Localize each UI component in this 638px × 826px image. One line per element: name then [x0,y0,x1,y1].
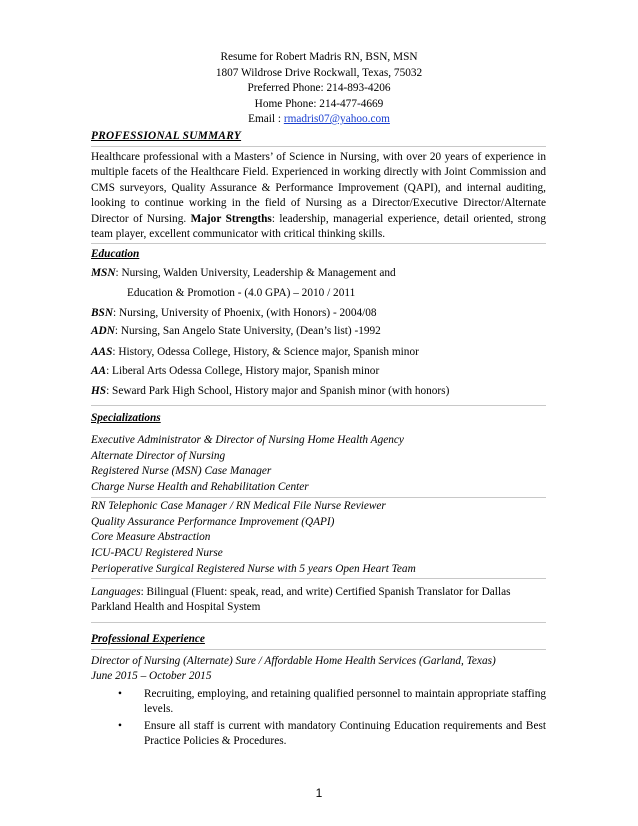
languages-paragraph [91,585,546,616]
languages-text: : Bilingual (Fluent: speak, read, and write) Certified Spanish Translator for Dallas Parkland Health and Hospital System [91,586,511,614]
job-bullets [118,687,546,750]
specialization-item: Alternate Director of Nursing [91,449,226,462]
section-divider [91,649,546,650]
experience-heading: Professional Experience [91,633,205,645]
bullet-icon: • [118,688,122,700]
degree-label: HS [91,385,107,397]
job-title: Director of Nursing (Alternate) Sure / Affordable Home Health Services (Garland, Texas) [91,655,496,667]
section-divider [91,146,546,147]
summary-heading: PROFESSIONAL SUMMARY [91,130,242,142]
degree-label: AAS [91,346,113,358]
specializations-list [91,433,546,496]
specialization-item: Registered Nurse (MSN) Case Manager [91,465,272,478]
specialization-item: Core Measure Abstraction [91,531,211,544]
specialization-item: RN Telephonic Case Manager / RN Medical File Nurse Reviewer [91,500,386,512]
education-item [91,266,546,281]
email-label: Email : [248,113,284,125]
specialization-item: Charge Nurse Health and Rehabilitation Center [91,481,309,494]
education-text: Education & Promotion - (4.0 GPA) – 2010 / 2011 [127,287,356,299]
resume-name-line: Resume for Robert Madris RN, BSN, MSN [220,51,418,63]
education-item [91,345,546,360]
specialization-item: ICU-PACU Registered Nurse [91,547,223,560]
section-divider [91,497,546,498]
section-divider [91,622,546,623]
education-item [91,384,546,399]
preferred-phone: Preferred Phone: 214-893-4206 [247,82,391,94]
education-heading: Education [91,248,140,260]
summary-text-after: : leadership, managerial experience, detail oriented, strong team player, excellent communicator with critical thinking skills. [91,212,546,241]
bullet-text: Ensure all staff is current with mandatory Continuing Education requirements and Best Practice Policies & Procedures. [144,719,546,748]
email-line [0,112,638,128]
page-number: 1 [315,786,323,800]
degree-label: AA [91,365,107,377]
languages-label: Languages [91,586,141,598]
specialization-item: Perioperative Surgical Registered Nurse with 5 years Open Heart Team [91,562,416,575]
education-text: : Nursing, Walden University, Leadership & Management and [115,267,396,279]
job-entry [91,654,546,684]
home-phone: Home Phone: 214-477-4669 [254,97,384,110]
specialization-item: Quality Assurance Performance Improvement (QAPI) [91,515,335,528]
bullet-icon: • [118,719,122,732]
email-link[interactable]: rmadris07@yahoo.com [283,113,390,125]
strengths-label: Major Strengths [190,212,272,225]
education-text: : Seward Park High School, History major and Spanish minor (with honors) [106,385,450,397]
bullet-item [118,687,546,718]
education-text: : Liberal Arts Odessa College, History major, Spanish minor [106,365,380,377]
address-line: 1807 Wildrose Drive Rockwall, Texas, 75032 [215,66,423,79]
job-dates: June 2015 – October 2015 [91,670,212,682]
specializations-heading: Specializations [91,412,161,424]
degree-label: ADN [91,325,115,337]
education-item [91,324,546,339]
summary-text [91,150,546,242]
education-section [91,248,546,260]
specializations-list-continued [91,499,546,578]
education-text: : Nursing, San Angelo State University, (Dean’s list) -1992 [114,325,381,337]
education-text: : Nursing, University of Phoenix, (with Honors) - 2004/08 [112,307,377,319]
degree-label: MSN [91,267,116,279]
specializations-section [91,412,546,424]
section-divider [91,405,546,406]
education-item [91,306,546,321]
summary-text-before: Healthcare professional with a Masters’ of Science in Nursing, with over 20 years of experience in multiple facets of the Healthcare Field. Experienced in working directly with Joint Commission and CMS surveyors, Quality Assurance & Performance Improvement (QAPI), and internal auditing, looking to continue working in the field of Nursing as a Director/Executive Director/Alternate Director of Nursing. [91,151,546,225]
experience-section [91,633,546,645]
specialization-item: Executive Administrator & Director of Nursing Home Health Agency [91,434,404,446]
section-divider [91,243,546,244]
education-item-continued [127,286,582,301]
education-text: : History, Odessa College, History, & Science major, Spanish minor [112,346,419,358]
section-divider [91,578,546,579]
summary-section [91,130,546,142]
education-item [91,364,546,379]
degree-label: BSN [91,307,113,319]
bullet-text: Recruiting, employing, and retaining qualified personnel to maintain appropriate staffing levels. [144,688,546,716]
resume-header [0,50,638,128]
bullet-item [118,719,546,750]
